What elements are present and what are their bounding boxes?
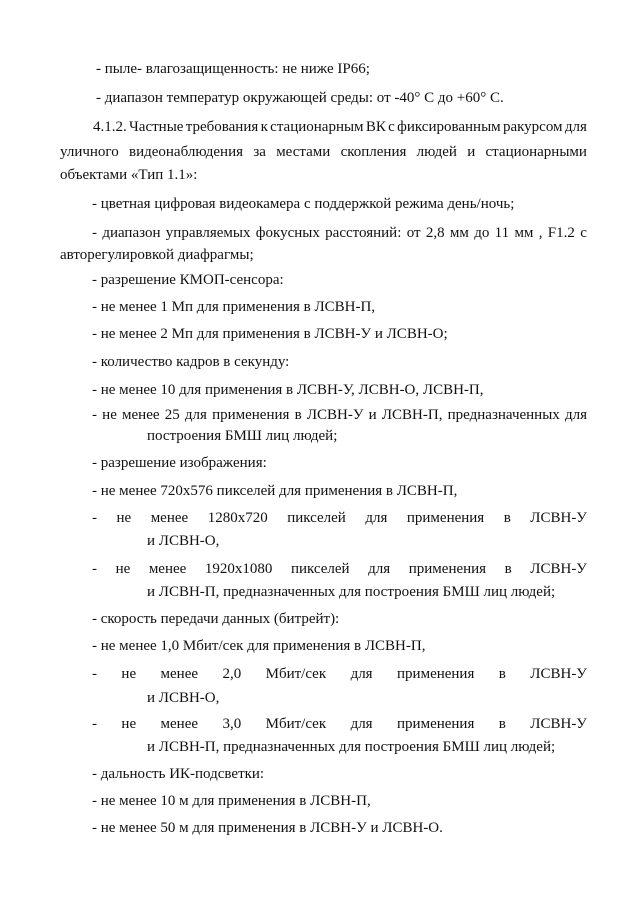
word: не	[116, 510, 132, 526]
text-line: - не менее 50 м для применения в ЛСВН-У и ЛСВН-О.	[92, 820, 443, 836]
text-line: - количество кадров в секунду:	[92, 354, 290, 370]
word: менее	[150, 510, 189, 526]
text-line: - не менее 1 Мп для применения в ЛСВН-П,	[92, 299, 376, 315]
word: применения	[212, 407, 290, 423]
text-line: - пыле- влагозащищенность: не ниже IP66;	[96, 61, 370, 77]
word: 25	[164, 407, 180, 423]
text-line-justified	[60, 143, 587, 161]
word: не	[121, 666, 137, 682]
word: менее	[160, 666, 199, 682]
word: F1.2	[547, 225, 575, 241]
word: применения	[406, 510, 485, 526]
word: расстояний:	[325, 225, 402, 241]
text-line: - не менее 10 для применения в ЛСВН-У, ЛСВН-О, ЛСВН-П,	[92, 382, 484, 398]
text-line: построения БМШ лиц людей;	[147, 428, 338, 444]
text-line: - не менее 720х576 пикселей для применения в ЛСВН-П,	[92, 483, 458, 499]
text-line: авторегулировкой диафрагмы;	[60, 247, 254, 263]
text-line-justified	[92, 509, 587, 527]
word: управляемых	[165, 225, 251, 241]
text-line: и ЛСВН-О,	[147, 690, 220, 706]
word: -	[92, 407, 97, 423]
word: для	[368, 561, 391, 577]
word: ракурсом	[502, 119, 563, 135]
word: с	[580, 225, 587, 241]
text-line: - не менее 10 м для применения в ЛСВН-П,	[92, 793, 371, 809]
word: предназначенных	[447, 407, 560, 423]
word: пикселей	[287, 510, 346, 526]
word: ЛСВН-У	[530, 561, 587, 577]
text-line: и ЛСВН-П, предназначенных для построения БМШ лиц людей;	[147, 584, 556, 600]
word: фокусных	[255, 225, 320, 241]
word: 2,0	[222, 666, 242, 682]
word: 11	[494, 225, 510, 241]
word: стационарным	[270, 119, 364, 135]
word: менее	[148, 561, 187, 577]
word: людей	[416, 144, 457, 160]
word: 1280х720	[207, 510, 268, 526]
word: 2,8	[425, 225, 445, 241]
word: скопления	[340, 144, 407, 160]
word: и	[467, 144, 476, 160]
word: ,	[538, 225, 543, 241]
word: ЛСВН-У	[530, 510, 587, 526]
word: ЛСВН-П,	[381, 407, 443, 423]
word: Частные	[129, 119, 184, 135]
word: требования	[185, 119, 259, 135]
text-line: - дальность ИК-подсветки:	[92, 766, 265, 782]
word: местами	[276, 144, 331, 160]
text-line: - разрешение КМОП-сенсора:	[92, 272, 284, 288]
word: менее	[160, 716, 199, 732]
word: не	[102, 407, 117, 423]
text-line: и ЛСВН-О,	[147, 533, 220, 549]
word: от	[406, 225, 421, 241]
word: не	[115, 561, 131, 577]
word: диапазон	[102, 225, 161, 241]
word: видеонаблюдения	[129, 144, 244, 160]
text-line: - диапазон температур окружающей среды: от -40° С до +60° С.	[96, 90, 504, 106]
word: 1920х1080	[204, 561, 273, 577]
text-line: - не менее 1,0 Мбит/сек для применения в ЛСВН-П,	[92, 638, 426, 654]
word: мм	[514, 225, 534, 241]
word: фиксированным	[397, 119, 501, 135]
word: менее	[122, 407, 160, 423]
word: за	[253, 144, 266, 160]
word: применения	[408, 561, 487, 577]
word: пикселей	[290, 561, 350, 577]
word: в	[498, 716, 506, 732]
word: к	[260, 119, 268, 135]
word: для	[350, 666, 373, 682]
word: стационарными	[485, 144, 587, 160]
word: до	[474, 225, 490, 241]
word: ЛСВН-У	[306, 407, 364, 423]
text-line-justified	[92, 665, 587, 683]
text-line: объектами «Тип 1.1»:	[60, 167, 198, 183]
word: 3,0	[222, 716, 242, 732]
text-line: - не менее 2 Мп для применения в ЛСВН-У и ЛСВН-О;	[92, 326, 448, 342]
text-line-justified	[92, 560, 587, 578]
word: для	[365, 510, 388, 526]
text-line: и ЛСВН-П, предназначенных для построения БМШ лиц людей;	[147, 739, 556, 755]
word: уличного	[60, 144, 119, 160]
word: ВК	[365, 119, 386, 135]
word: 4.1.2.	[93, 119, 127, 135]
word: Мбит/сек	[265, 666, 327, 682]
text-line-justified	[92, 406, 587, 424]
word: с	[388, 119, 395, 135]
word: в	[504, 561, 512, 577]
word: -	[92, 510, 97, 526]
text-line-justified	[92, 224, 587, 242]
text-line: - скорость передачи данных (битрейт):	[92, 611, 340, 627]
section-heading-line	[93, 118, 587, 136]
word: для	[350, 716, 373, 732]
word: в	[503, 510, 511, 526]
word: применения	[397, 666, 475, 682]
word: в	[294, 407, 302, 423]
word: не	[121, 716, 137, 732]
word: -	[92, 666, 97, 682]
word: в	[498, 666, 506, 682]
word: -	[92, 225, 97, 241]
word: применения	[397, 716, 475, 732]
text-line: - разрешение изображения:	[92, 455, 267, 471]
text-line: - цветная цифровая видеокамера с поддержкой режима день/ночь;	[92, 196, 515, 212]
word: -	[92, 561, 97, 577]
word: -	[92, 716, 97, 732]
word: Мбит/сек	[265, 716, 327, 732]
word: для	[564, 407, 587, 423]
word: ЛСВН-У	[530, 716, 587, 732]
word: для	[184, 407, 207, 423]
word: ЛСВН-У	[530, 666, 587, 682]
word: и	[368, 407, 377, 423]
word: для	[564, 119, 587, 135]
text-line-justified	[92, 715, 587, 733]
word: мм	[449, 225, 469, 241]
